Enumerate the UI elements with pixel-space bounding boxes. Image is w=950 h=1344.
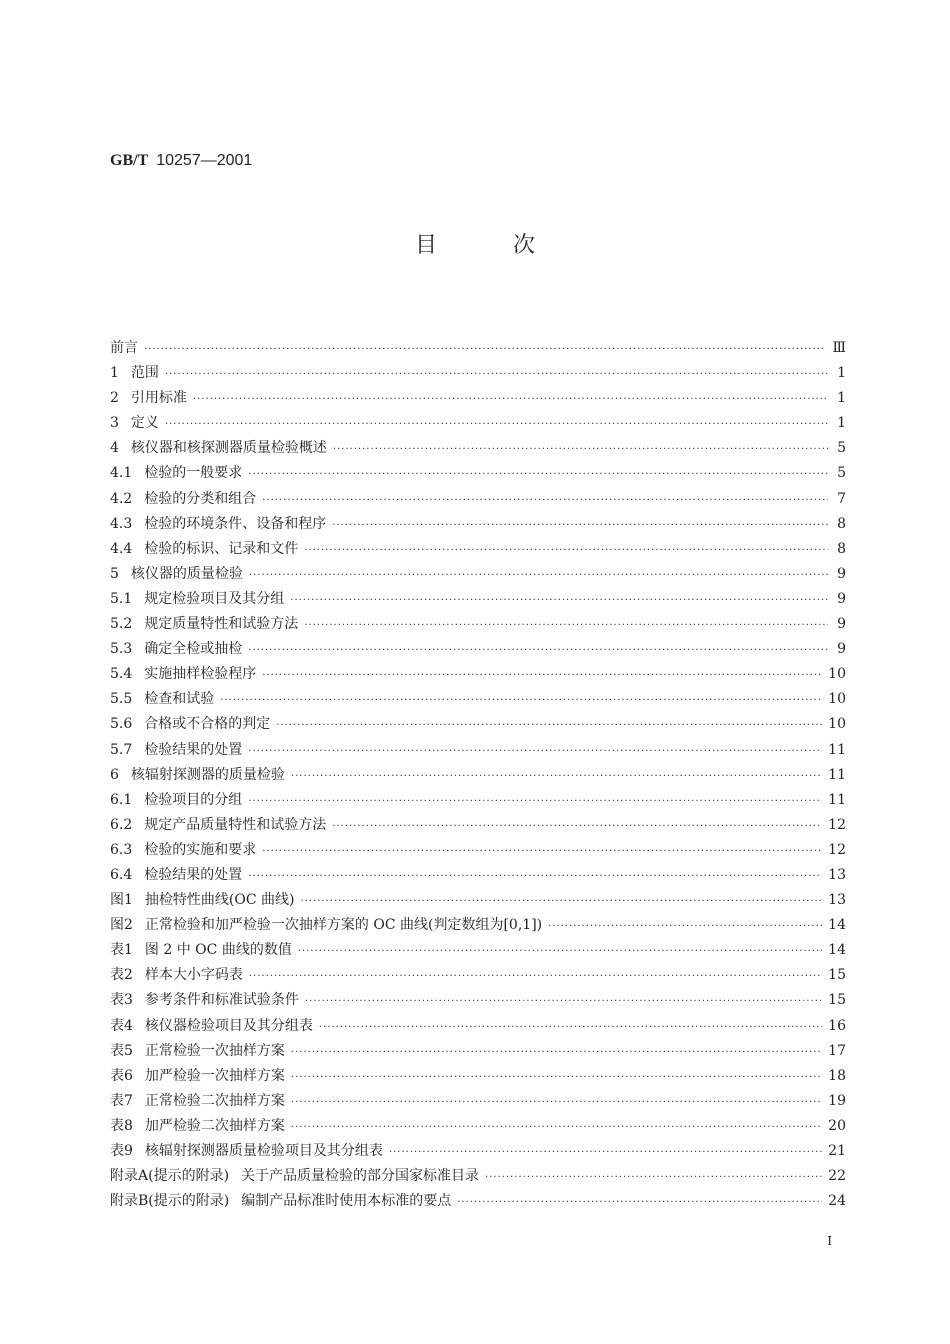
dot-leader xyxy=(262,670,822,681)
toc-entry-page: 20 xyxy=(828,1117,846,1134)
toc-entry-title: 核辐射探测器质量检验项目及其分组表 xyxy=(144,1143,383,1159)
toc-entry-page: 15 xyxy=(828,992,846,1009)
toc-entry-title: 检验的标识、记录和文件 xyxy=(144,540,299,557)
toc-entry-title: 合格或不合格的判定 xyxy=(144,716,271,733)
toc-entry-number: 表5 xyxy=(110,1042,133,1059)
toc-entry-title: 规定检验项目及其分组 xyxy=(144,590,285,607)
toc-entry-page: 19 xyxy=(828,1092,846,1109)
dot-leader xyxy=(304,620,828,631)
toc-entry[interactable] xyxy=(110,1040,846,1065)
toc-entry[interactable] xyxy=(110,613,846,638)
toc-entry-page: 10 xyxy=(828,691,846,708)
dot-leader xyxy=(249,971,822,982)
toc-entry-number: 6 xyxy=(110,766,119,783)
toc-entry-title: 关于产品质量检验的部分国家标准目录 xyxy=(241,1168,480,1185)
toc-entry-page: 9 xyxy=(837,565,846,582)
dot-leader xyxy=(291,771,822,782)
toc-entry-title: 参考条件和标准试验条件 xyxy=(144,992,299,1009)
toc-entry[interactable] xyxy=(110,839,846,864)
toc-entry-title: 抽检特性曲线(OC 曲线) xyxy=(144,892,295,909)
toc-entry[interactable] xyxy=(110,538,846,563)
toc-entry-page: 10 xyxy=(828,716,846,733)
dot-leader xyxy=(485,1172,822,1183)
dot-leader xyxy=(291,1047,822,1058)
toc-entry-number: 5.2 xyxy=(110,616,133,633)
toc-entry[interactable] xyxy=(110,688,846,713)
toc-entry-title: 正常检验和加严检验一次抽样方案的 OC 曲线(判定数组为[0,1]) xyxy=(144,917,543,934)
dot-leader xyxy=(144,344,826,355)
dot-leader xyxy=(248,796,822,807)
toc-entry-number: 表7 xyxy=(110,1092,133,1109)
standard-number xyxy=(110,150,252,170)
toc-entry-page: 12 xyxy=(828,841,846,858)
toc-entry-number: 4 xyxy=(110,440,119,457)
title-char: 目 xyxy=(414,233,437,258)
toc-entry[interactable] xyxy=(110,638,846,663)
toc-entry-title: 正常检验二次抽样方案 xyxy=(144,1092,285,1109)
dot-leader xyxy=(220,695,822,706)
toc-entry-page: 18 xyxy=(828,1067,846,1084)
toc-entry[interactable] xyxy=(110,964,846,989)
toc-entry-number: 附录A(提示的附录) xyxy=(110,1168,230,1185)
toc-entry-page: 11 xyxy=(828,741,846,758)
toc-entry-page: 1 xyxy=(837,415,846,432)
toc-entry-page: 9 xyxy=(837,616,846,633)
toc-entry-title: 定义 xyxy=(130,415,159,432)
toc-entry[interactable] xyxy=(110,437,846,462)
toc-entry-number: 表4 xyxy=(110,1017,133,1034)
toc-entry-title: 样本大小字码表 xyxy=(144,967,243,984)
toc-entry-title: 检验结果的处置 xyxy=(144,866,243,883)
toc-entry-page: 7 xyxy=(837,490,846,507)
dot-leader xyxy=(248,871,822,882)
toc-entry[interactable] xyxy=(110,488,846,513)
dot-leader xyxy=(291,1097,822,1108)
toc-entry-title: 检查和试验 xyxy=(144,691,215,708)
toc-entry-title: 图 2 中 OC 曲线的数值 xyxy=(144,942,292,959)
toc-entry[interactable] xyxy=(110,713,846,738)
dot-leader xyxy=(291,1072,822,1083)
toc-entry-page: 21 xyxy=(828,1143,846,1159)
toc-entry-page: 22 xyxy=(828,1168,846,1185)
toc-entry-number: 附录B(提示的附录) xyxy=(110,1193,230,1210)
toc-entry-page: 16 xyxy=(828,1017,846,1034)
toc-entry-page: 8 xyxy=(837,515,846,532)
toc-entry-number: 5 xyxy=(110,565,119,582)
dot-leader xyxy=(262,846,822,857)
toc-entry-number: 6.1 xyxy=(110,791,133,808)
toc-entry[interactable] xyxy=(110,1140,846,1165)
toc-entry[interactable] xyxy=(110,1015,846,1040)
toc-entry[interactable] xyxy=(110,1090,846,1115)
toc-entry[interactable] xyxy=(110,814,846,839)
dot-leader xyxy=(332,821,822,832)
dot-leader xyxy=(304,545,828,556)
toc-entry-title: 范围 xyxy=(130,365,159,382)
toc-entry[interactable] xyxy=(110,462,846,487)
title-char: 次 xyxy=(513,233,536,258)
toc-entry[interactable] xyxy=(110,789,846,814)
toc-entry-page: 10 xyxy=(828,666,846,683)
toc-entry-number: 5.6 xyxy=(110,716,133,733)
toc-entry-title: 检验的实施和要求 xyxy=(144,841,257,858)
dot-leader xyxy=(276,720,822,731)
dot-leader xyxy=(290,595,828,606)
toc-entry[interactable] xyxy=(110,739,846,764)
toc-entry-number: 表6 xyxy=(110,1067,133,1084)
dot-leader xyxy=(193,394,828,405)
dot-leader xyxy=(298,946,822,957)
toc-entry-title: 确定全检或抽检 xyxy=(144,641,243,658)
standard-code: 10257—2001 xyxy=(156,152,253,169)
toc-entry[interactable] xyxy=(110,989,846,1014)
toc-entry-number: 表3 xyxy=(110,992,133,1009)
toc-entry-page: 1 xyxy=(837,365,846,382)
toc-entry-title: 引用标准 xyxy=(130,390,187,407)
dot-leader xyxy=(248,645,828,656)
dot-leader xyxy=(548,921,822,932)
toc-entry[interactable] xyxy=(110,889,846,914)
dot-leader xyxy=(301,896,823,907)
toc-entry-number: 5.4 xyxy=(110,666,133,683)
toc-entry[interactable] xyxy=(110,914,846,939)
toc-entry[interactable] xyxy=(110,1115,846,1140)
toc-entry[interactable] xyxy=(110,588,846,613)
toc-entry[interactable] xyxy=(110,1190,846,1215)
toc-entry-number: 5.1 xyxy=(110,590,133,607)
toc-entry-title: 核辐射探测器的质量检验 xyxy=(130,766,285,783)
toc-entry-number: 6.2 xyxy=(110,816,133,833)
toc-entry-page: 9 xyxy=(837,641,846,658)
dot-leader xyxy=(248,746,822,757)
dot-leader xyxy=(333,444,828,455)
toc-entry-title: 检验结果的处置 xyxy=(144,741,243,758)
toc-entry[interactable] xyxy=(110,663,846,688)
toc-entry-page: 14 xyxy=(828,917,846,934)
toc-entry-number: 5.3 xyxy=(110,641,133,658)
dot-leader xyxy=(319,1022,822,1033)
toc-entry-page: 9 xyxy=(837,590,846,607)
toc-entry-title: 核仪器和核探测器质量检验概述 xyxy=(130,440,327,457)
dot-leader xyxy=(165,369,828,380)
dot-leader xyxy=(165,419,828,430)
toc-entry-page: 8 xyxy=(837,540,846,557)
toc-entry-page: 11 xyxy=(828,791,846,808)
toc-entry-number: 4.3 xyxy=(110,515,133,532)
standard-prefix: GB/T xyxy=(110,152,149,169)
dot-leader xyxy=(249,570,828,581)
toc-entry-page: 5 xyxy=(837,440,846,457)
toc-entry-page: 5 xyxy=(837,465,846,482)
toc-entry-title: 加严检验二次抽样方案 xyxy=(144,1117,285,1134)
toc-entry-title: 正常检验一次抽样方案 xyxy=(144,1042,285,1059)
toc-entry[interactable] xyxy=(110,412,846,437)
toc-entry-title: 加严检验一次抽样方案 xyxy=(144,1067,285,1084)
toc-entry-number: 5.5 xyxy=(110,691,133,708)
dot-leader xyxy=(305,996,822,1007)
dot-leader xyxy=(248,469,828,480)
toc-entry-page: 13 xyxy=(828,866,846,883)
dot-leader xyxy=(262,495,828,506)
page-number: I xyxy=(827,1234,832,1248)
toc-entry-page: 17 xyxy=(828,1042,846,1059)
toc-entry-number: 表9 xyxy=(110,1143,133,1159)
toc-entry[interactable] xyxy=(110,1165,846,1190)
dot-leader xyxy=(457,1197,822,1208)
toc-entry-number: 6.3 xyxy=(110,841,133,858)
toc-entry[interactable] xyxy=(110,764,846,789)
toc-entry-number: 4.2 xyxy=(110,490,133,507)
toc-entry-title: 核仪器的质量检验 xyxy=(130,565,243,582)
toc-entry-number: 4.1 xyxy=(110,465,133,482)
dot-leader xyxy=(389,1147,822,1158)
page-title xyxy=(0,228,950,259)
toc-entry-title: 核仪器检验项目及其分组表 xyxy=(144,1017,313,1034)
toc-entry-page: 1 xyxy=(837,390,846,407)
toc-entry-title: 前言 xyxy=(110,340,138,356)
toc-entry-page: 24 xyxy=(828,1193,846,1210)
toc-entry-number: 表2 xyxy=(110,967,133,984)
toc-entry-number: 6.4 xyxy=(110,866,133,883)
toc-entry-page: Ⅲ xyxy=(832,340,846,356)
toc-entry-title: 检验的环境条件、设备和程序 xyxy=(144,515,327,532)
toc-entry-number: 表1 xyxy=(110,942,133,959)
toc-entry[interactable] xyxy=(110,337,846,362)
toc-entry-number: 表8 xyxy=(110,1117,133,1134)
toc-entry-title: 实施抽样检验程序 xyxy=(144,666,257,683)
toc-entry-page: 11 xyxy=(828,766,846,783)
toc-entry-title: 检验的分类和组合 xyxy=(144,490,257,507)
toc-entry-number: 图2 xyxy=(110,917,133,934)
toc-entry[interactable] xyxy=(110,939,846,964)
table-of-contents xyxy=(110,337,846,1215)
toc-entry-number: 图1 xyxy=(110,892,133,909)
toc-entry-title: 检验项目的分组 xyxy=(144,791,243,808)
toc-entry-number: 4.4 xyxy=(110,540,133,557)
toc-entry[interactable] xyxy=(110,362,846,387)
toc-entry-number: 1 xyxy=(110,365,119,382)
toc-entry[interactable] xyxy=(110,563,846,588)
toc-entry[interactable] xyxy=(110,864,846,889)
toc-entry-page: 13 xyxy=(828,892,846,909)
toc-entry-title: 规定质量特性和试验方法 xyxy=(144,616,299,633)
toc-entry[interactable] xyxy=(110,513,846,538)
toc-entry-page: 14 xyxy=(828,942,846,959)
toc-entry-number: 3 xyxy=(110,415,119,432)
toc-entry[interactable] xyxy=(110,387,846,412)
toc-entry-number: 2 xyxy=(110,390,119,407)
toc-entry-title: 编制产品标准时使用本标准的要点 xyxy=(241,1193,452,1210)
toc-entry-page: 15 xyxy=(828,967,846,984)
dot-leader xyxy=(291,1122,822,1133)
toc-entry-number: 5.7 xyxy=(110,741,133,758)
toc-entry[interactable] xyxy=(110,1065,846,1090)
toc-entry-page: 12 xyxy=(828,816,846,833)
dot-leader xyxy=(332,520,828,531)
toc-entry-title: 检验的一般要求 xyxy=(144,465,243,482)
toc-entry-title: 规定产品质量特性和试验方法 xyxy=(144,816,327,833)
